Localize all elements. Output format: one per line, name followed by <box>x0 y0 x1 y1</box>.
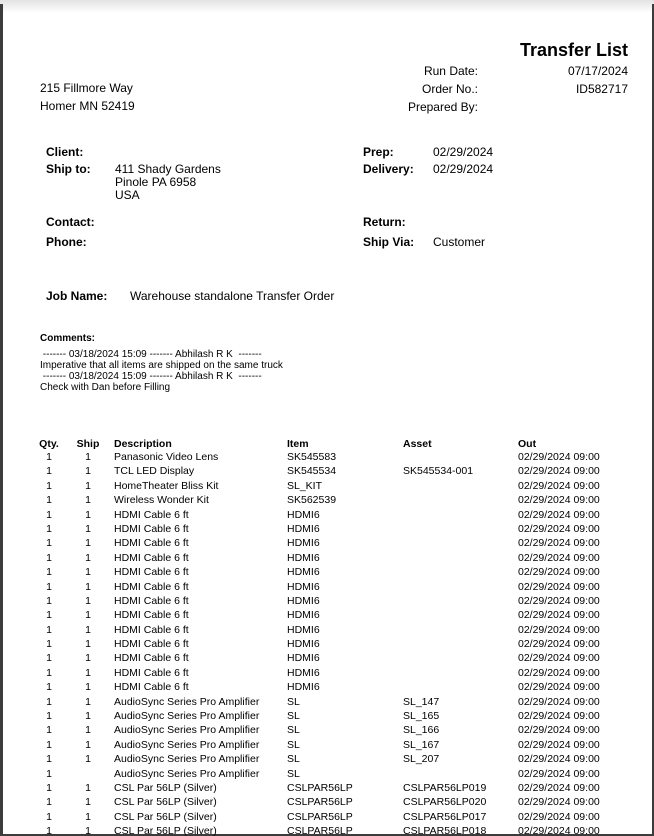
cell-out: 02/29/2024 09:00 <box>518 580 600 593</box>
comments-label: Comments: <box>40 333 96 344</box>
cell-description: HDMI Cable 6 ft <box>114 594 189 607</box>
table-row <box>0 464 654 478</box>
cell-item: SL <box>287 710 300 723</box>
column-header-description: Description <box>114 438 172 450</box>
cell-ship: 1 <box>85 537 91 550</box>
cell-description: HDMI Cable 6 ft <box>114 580 189 593</box>
table-row <box>0 551 654 565</box>
table-row <box>0 781 654 795</box>
cell-qty: 1 <box>46 681 52 694</box>
cell-ship: 1 <box>85 681 91 694</box>
cell-out: 02/29/2024 09:00 <box>518 494 600 507</box>
table-row <box>0 767 654 781</box>
cell-out: 02/29/2024 09:00 <box>518 566 600 579</box>
run-date-label: Run Date: <box>423 64 478 78</box>
cell-description: HDMI Cable 6 ft <box>114 508 189 521</box>
cell-ship: 1 <box>85 522 91 535</box>
cell-description: HDMI Cable 6 ft <box>114 623 189 636</box>
cell-description: AudioSync Series Pro Amplifier <box>114 767 260 780</box>
prepared-by-label: Prepared By: <box>407 100 478 114</box>
company-address-line: Homer MN 52419 <box>40 99 135 113</box>
cell-qty: 1 <box>46 638 52 651</box>
cell-item: HDMI6 <box>287 508 320 521</box>
cell-ship: 1 <box>85 753 91 766</box>
cell-item: HDMI6 <box>287 551 320 564</box>
table-row <box>0 536 654 550</box>
company-address-line: 215 Fillmore Way <box>40 81 133 95</box>
cell-out: 02/29/2024 09:00 <box>518 753 600 766</box>
job-name-label: Job Name: <box>46 289 108 303</box>
prep-value: 02/29/2024 <box>433 145 494 159</box>
cell-out: 02/29/2024 09:00 <box>518 451 600 463</box>
table-row <box>0 738 654 752</box>
cell-asset: CSLPAR56LP020 <box>403 796 487 809</box>
cell-out: 02/29/2024 09:00 <box>518 695 600 708</box>
page-title: Transfer List <box>519 40 628 60</box>
table-row <box>0 666 654 680</box>
comment-line: ------- 03/18/2024 15:09 ------- Abhilash R K ------- <box>40 349 262 360</box>
cell-ship: 1 <box>85 796 91 809</box>
column-header-out: Out <box>518 438 537 450</box>
cell-qty: 1 <box>46 753 52 766</box>
table-row <box>0 695 654 709</box>
cell-ship: 1 <box>85 695 91 708</box>
cell-out: 02/29/2024 09:00 <box>518 724 600 737</box>
cell-item: HDMI6 <box>287 609 320 622</box>
cell-qty: 1 <box>46 781 52 794</box>
ship-via-label: Ship Via: <box>363 235 415 249</box>
cell-ship: 1 <box>85 710 91 723</box>
delivery-label: Delivery: <box>363 162 414 176</box>
table-row <box>0 508 654 522</box>
cell-asset: SK545534-001 <box>403 465 474 478</box>
cell-item: CSLPAR56LP <box>287 796 353 809</box>
ship-to-line: USA <box>115 188 140 202</box>
cell-ship: 1 <box>85 479 91 492</box>
cell-out: 02/29/2024 09:00 <box>518 522 600 535</box>
cell-ship: 1 <box>85 666 91 679</box>
cell-out: 02/29/2024 09:00 <box>518 551 600 564</box>
ship-to-line: Pinole PA 6958 <box>115 175 197 189</box>
cell-item: CSLPAR56LP <box>287 781 353 794</box>
prep-label: Prep: <box>363 145 394 159</box>
table-row <box>0 623 654 637</box>
cell-asset: CSLPAR56LP019 <box>403 781 487 794</box>
cell-description: Wireless Wonder Kit <box>114 494 209 507</box>
cell-ship: 1 <box>85 781 91 794</box>
cell-qty: 1 <box>46 609 52 622</box>
cell-item: HDMI6 <box>287 537 320 550</box>
cell-qty: 1 <box>46 551 52 564</box>
cell-qty: 1 <box>46 738 52 751</box>
cell-ship: 1 <box>85 609 91 622</box>
cell-qty: 1 <box>46 695 52 708</box>
cell-out: 02/29/2024 09:00 <box>518 738 600 751</box>
cell-out: 02/29/2024 09:00 <box>518 825 600 836</box>
ship-to-line: 411 Shady Gardens <box>115 162 221 176</box>
cell-description: CSL Par 56LP (Silver) <box>114 781 217 794</box>
comment-line: Check with Dan before Filling <box>40 382 171 393</box>
cell-item: HDMI6 <box>287 623 320 636</box>
cell-item: SL <box>287 738 300 751</box>
run-date-value: 07/17/2024 <box>567 64 628 78</box>
cell-item: SL_KIT <box>287 479 323 492</box>
cell-description: Panasonic Video Lens <box>114 451 219 463</box>
comment-line: Imperative that all items are shipped on the same truck <box>40 360 283 371</box>
cell-out: 02/29/2024 09:00 <box>518 710 600 723</box>
column-header-item: Item <box>287 438 309 450</box>
cell-ship: 1 <box>85 623 91 636</box>
cell-item: HDMI6 <box>287 666 320 679</box>
cell-item: HDMI6 <box>287 580 320 593</box>
table-row <box>0 752 654 766</box>
table-row <box>0 824 654 836</box>
cell-description: TCL LED Display <box>114 465 195 478</box>
table-row <box>0 493 654 507</box>
cell-out: 02/29/2024 09:00 <box>518 796 600 809</box>
cell-out: 02/29/2024 09:00 <box>518 623 600 636</box>
cell-description: HDMI Cable 6 ft <box>114 551 189 564</box>
cell-out: 02/29/2024 09:00 <box>518 666 600 679</box>
cell-ship: 1 <box>85 594 91 607</box>
cell-asset: SL_166 <box>403 724 440 737</box>
cell-out: 02/29/2024 09:00 <box>518 652 600 665</box>
cell-ship: 1 <box>85 451 91 463</box>
cell-description: HDMI Cable 6 ft <box>114 537 189 550</box>
cell-out: 02/29/2024 09:00 <box>518 638 600 651</box>
transfer-table-rows <box>0 450 654 836</box>
cell-description: HDMI Cable 6 ft <box>114 666 189 679</box>
cell-description: HDMI Cable 6 ft <box>114 566 189 579</box>
cell-description: CSL Par 56LP (Silver) <box>114 810 217 823</box>
client-label: Client: <box>46 145 84 159</box>
cell-item: SL <box>287 695 300 708</box>
table-row <box>0 709 654 723</box>
cell-description: HDMI Cable 6 ft <box>114 681 189 694</box>
table-row <box>0 580 654 594</box>
table-row <box>0 651 654 665</box>
cell-qty: 1 <box>46 594 52 607</box>
cell-item: HDMI6 <box>287 681 320 694</box>
cell-out: 02/29/2024 09:00 <box>518 508 600 521</box>
cell-qty: 1 <box>46 810 52 823</box>
cell-description: AudioSync Series Pro Amplifier <box>114 724 260 737</box>
cell-qty: 1 <box>46 580 52 593</box>
cell-asset: SL_207 <box>403 753 440 766</box>
cell-item: HDMI6 <box>287 522 320 535</box>
cell-item: SK545534 <box>287 465 337 478</box>
cell-description: AudioSync Series Pro Amplifier <box>114 710 260 723</box>
cell-qty: 1 <box>46 566 52 579</box>
cell-description: HDMI Cable 6 ft <box>114 522 189 535</box>
cell-qty: 1 <box>46 767 52 780</box>
cell-out: 02/29/2024 09:00 <box>518 594 600 607</box>
cell-qty: 1 <box>46 825 52 836</box>
page-top-shadow <box>0 0 654 13</box>
cell-description: HDMI Cable 6 ft <box>114 609 189 622</box>
cell-qty: 1 <box>46 666 52 679</box>
table-row <box>0 565 654 579</box>
cell-out: 02/29/2024 09:00 <box>518 465 600 478</box>
cell-ship: 1 <box>85 724 91 737</box>
cell-ship: 1 <box>85 494 91 507</box>
cell-out: 02/29/2024 09:00 <box>518 609 600 622</box>
cell-item: CSLPAR56LP <box>287 810 353 823</box>
table-row <box>0 723 654 737</box>
table-row <box>0 795 654 809</box>
cell-qty: 1 <box>46 479 52 492</box>
cell-item: SL <box>287 753 300 766</box>
cell-asset: CSLPAR56LP018 <box>403 825 487 836</box>
cell-out: 02/29/2024 09:00 <box>518 681 600 694</box>
cell-qty: 1 <box>46 710 52 723</box>
cell-asset: SL_167 <box>403 738 440 751</box>
table-row <box>0 594 654 608</box>
cell-ship: 1 <box>85 652 91 665</box>
cell-item: SK562539 <box>287 494 337 507</box>
cell-qty: 1 <box>46 508 52 521</box>
cell-item: HDMI6 <box>287 566 320 579</box>
cell-description: CSL Par 56LP (Silver) <box>114 796 217 809</box>
cell-qty: 1 <box>46 796 52 809</box>
table-row <box>0 810 654 824</box>
cell-description: HDMI Cable 6 ft <box>114 638 189 651</box>
table-row <box>0 608 654 622</box>
cell-ship: 1 <box>85 465 91 478</box>
job-name-value: Warehouse standalone Transfer Order <box>130 289 335 303</box>
cell-qty: 1 <box>46 652 52 665</box>
cell-out: 02/29/2024 09:00 <box>518 537 600 550</box>
cell-out: 02/29/2024 09:00 <box>518 810 600 823</box>
cell-description: AudioSync Series Pro Amplifier <box>114 753 260 766</box>
table-row <box>0 680 654 694</box>
phone-label: Phone: <box>46 235 87 249</box>
comment-line: ------- 03/18/2024 15:09 ------- Abhilash R K ------- <box>40 371 262 382</box>
cell-ship: 1 <box>85 580 91 593</box>
cell-out: 02/29/2024 09:00 <box>518 479 600 492</box>
cell-asset: CSLPAR56LP017 <box>403 810 487 823</box>
contact-label: Contact: <box>46 215 95 229</box>
cell-qty: 1 <box>46 537 52 550</box>
cell-item: HDMI6 <box>287 638 320 651</box>
cell-item: HDMI6 <box>287 652 320 665</box>
column-header-qty: Qty. <box>39 438 59 450</box>
table-row <box>0 450 654 464</box>
delivery-value: 02/29/2024 <box>433 162 494 176</box>
cell-asset: SL_147 <box>403 695 440 708</box>
cell-item: HDMI6 <box>287 594 320 607</box>
cell-description: AudioSync Series Pro Amplifier <box>114 695 260 708</box>
cell-item: SK545583 <box>287 451 337 463</box>
order-no-label: Order No.: <box>421 82 478 96</box>
return-label: Return: <box>363 215 406 229</box>
cell-item: SL <box>287 724 300 737</box>
cell-description: HDMI Cable 6 ft <box>114 652 189 665</box>
cell-qty: 1 <box>46 465 52 478</box>
cell-item: SL <box>287 767 300 780</box>
cell-asset: SL_165 <box>403 710 440 723</box>
cell-description: CSL Par 56LP (Silver) <box>114 825 217 836</box>
cell-ship: 1 <box>85 551 91 564</box>
cell-ship: 1 <box>85 810 91 823</box>
cell-qty: 1 <box>46 522 52 535</box>
cell-ship: 1 <box>85 508 91 521</box>
table-row <box>0 479 654 493</box>
cell-qty: 1 <box>46 494 52 507</box>
cell-qty: 1 <box>46 451 52 463</box>
cell-description: HomeTheater Bliss Kit <box>114 479 219 492</box>
cell-ship: 1 <box>85 825 91 836</box>
cell-ship: 1 <box>85 566 91 579</box>
ship-to-label: Ship to: <box>46 162 91 176</box>
ship-via-value: Customer <box>433 235 486 249</box>
cell-item: CSLPAR56LP <box>287 825 353 836</box>
order-no-value: ID582717 <box>575 82 628 96</box>
cell-out: 02/29/2024 09:00 <box>518 781 600 794</box>
cell-qty: 1 <box>46 724 52 737</box>
column-header-asset: Asset <box>403 438 432 450</box>
table-row <box>0 522 654 536</box>
column-header-ship: Ship <box>76 438 100 450</box>
cell-ship: 1 <box>85 738 91 751</box>
table-row <box>0 637 654 651</box>
cell-description: AudioSync Series Pro Amplifier <box>114 738 260 751</box>
cell-qty: 1 <box>46 623 52 636</box>
cell-out: 02/29/2024 09:00 <box>518 767 600 780</box>
cell-ship: 1 <box>85 638 91 651</box>
